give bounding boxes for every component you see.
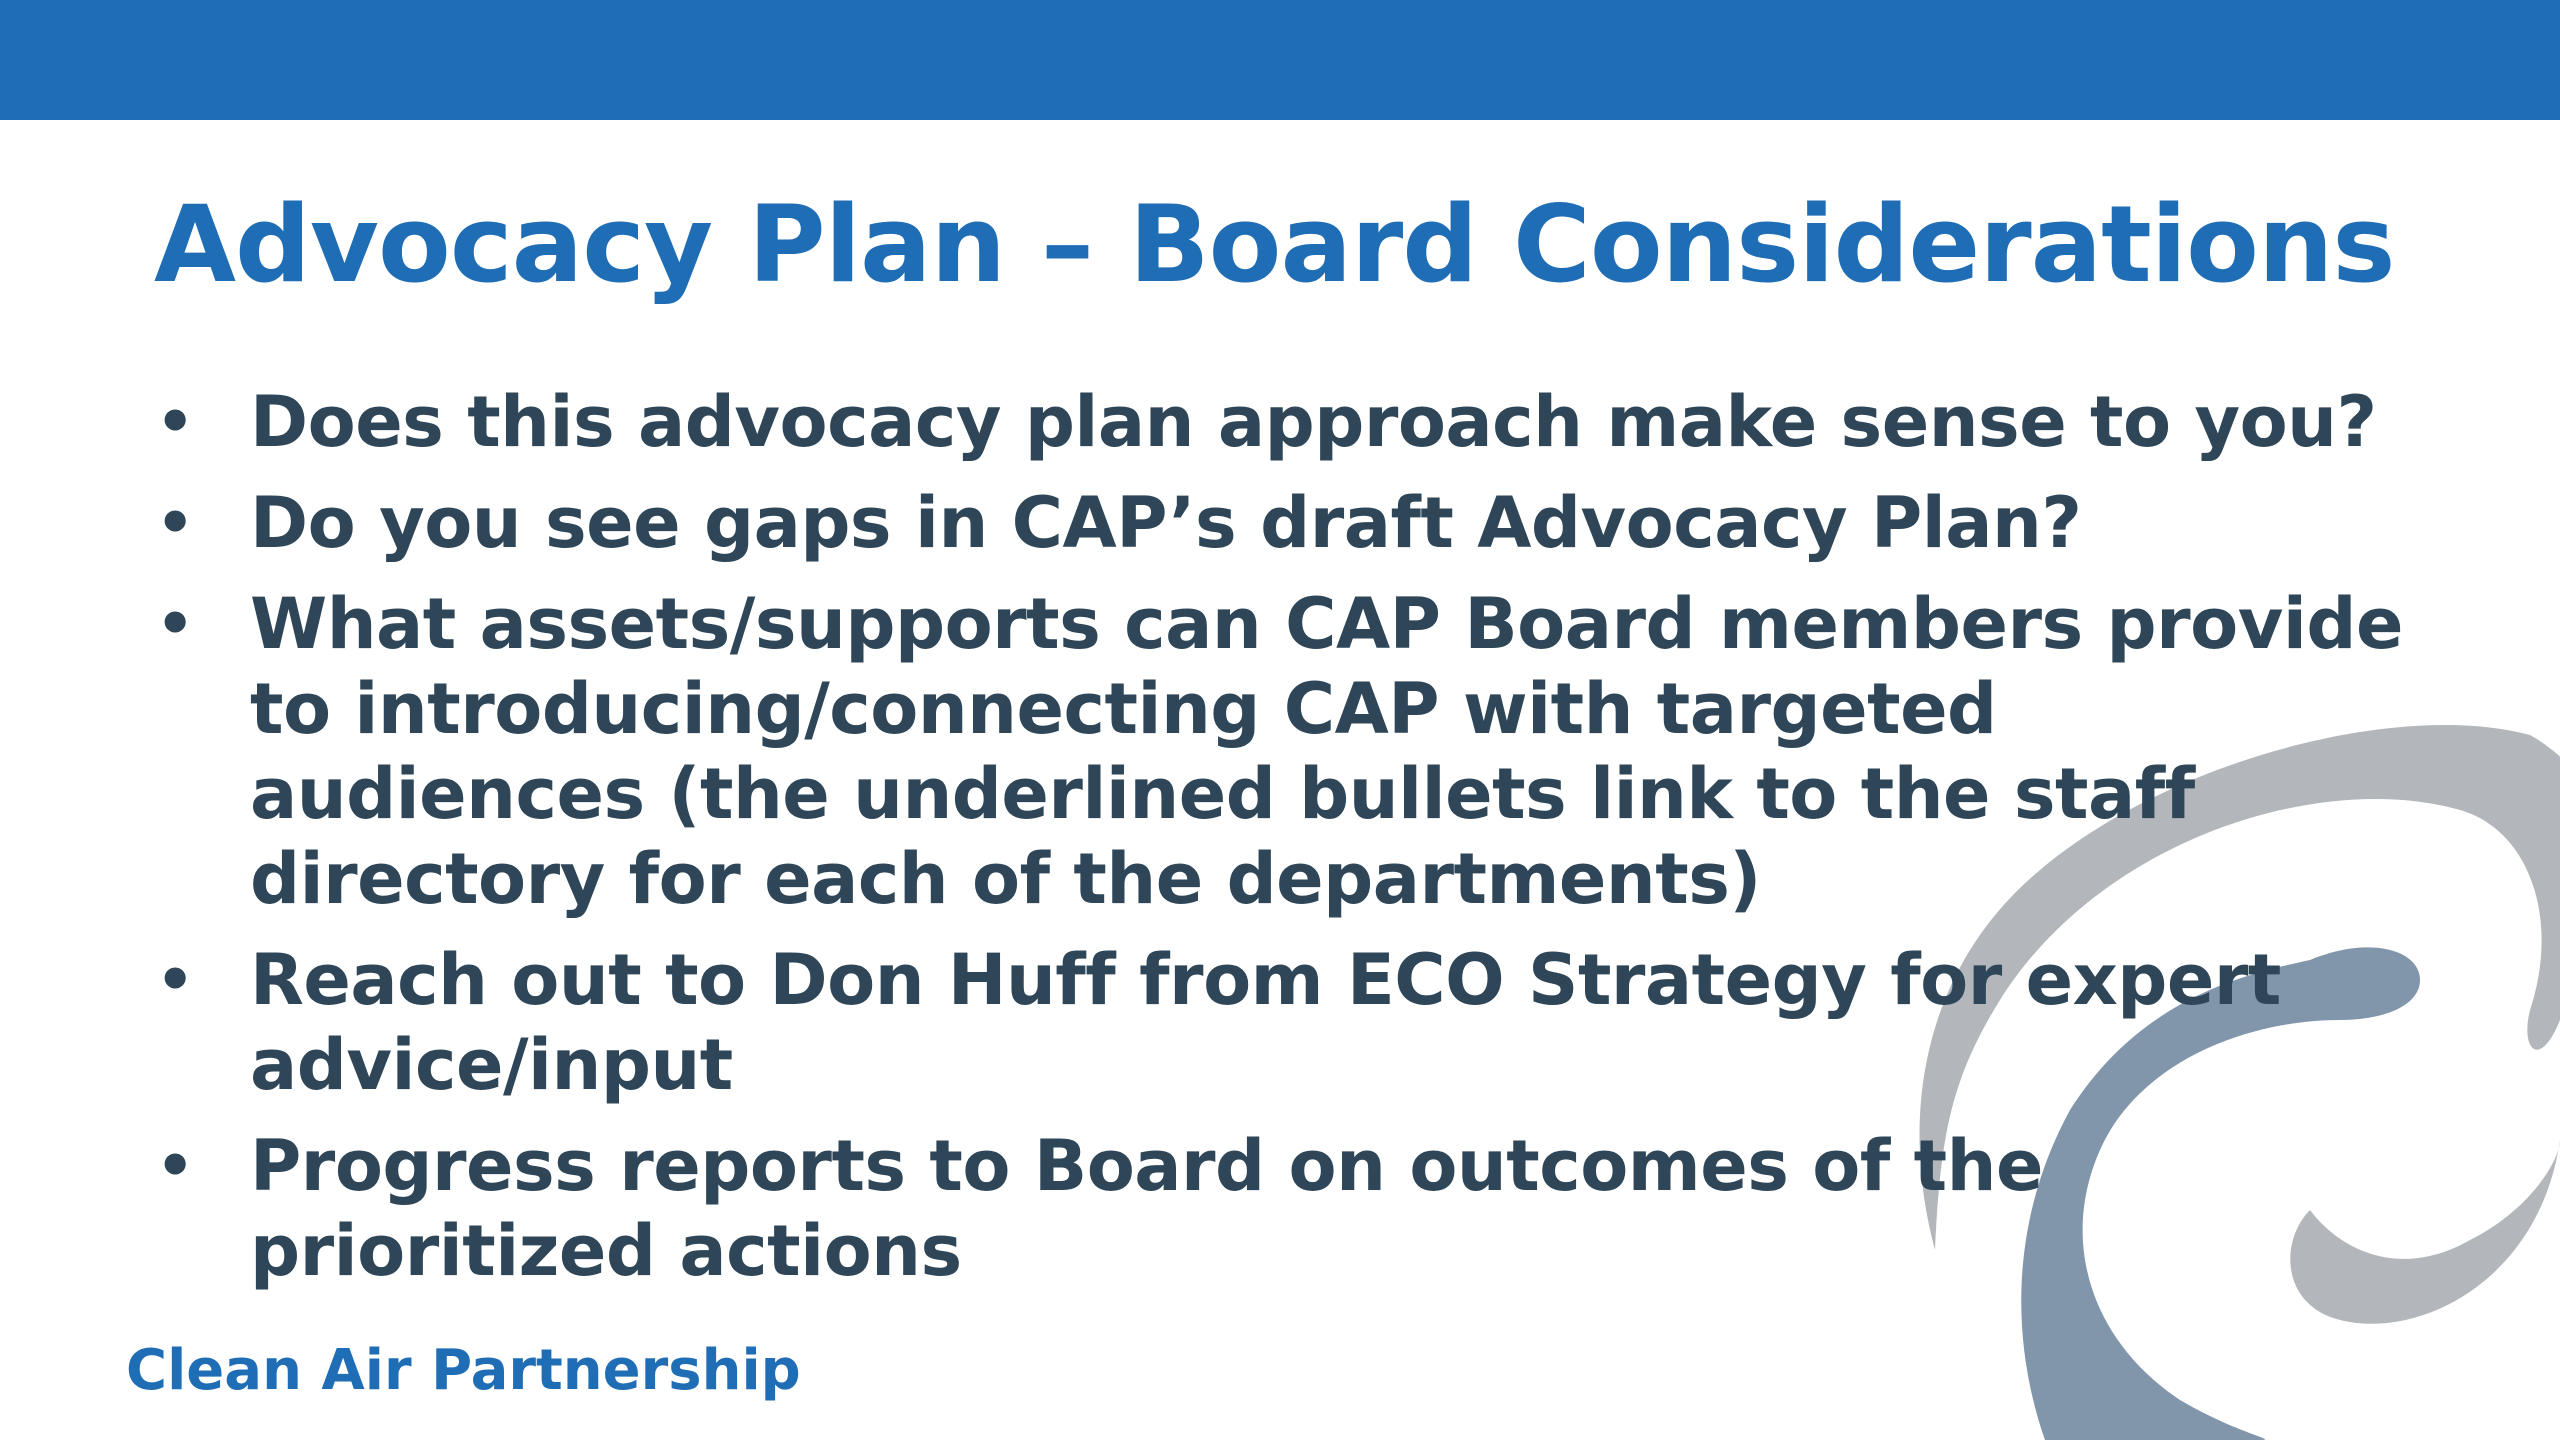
bullet-list [148, 380, 2408, 1310]
bullet-dot-icon: • [156, 1131, 194, 1201]
slide-title: Advocacy Plan – Board Considerations [154, 183, 2395, 306]
bullet-text: Does this advocacy plan approach make sense to you? [250, 381, 2377, 463]
bullet-dot-icon: • [156, 589, 194, 659]
bullet-dot-icon: • [156, 387, 194, 457]
bullet-dot-icon: • [156, 945, 194, 1015]
bullet-item [148, 582, 2408, 922]
bullet-text: Progress reports to Board on outcomes of the prioritized actions [250, 1125, 2043, 1292]
bullet-text: Do you see gaps in CAP’s draft Advocacy Plan? [250, 482, 2082, 564]
footer-brand-name: Clean Air Partnership [126, 1338, 801, 1403]
top-header-band [0, 0, 2560, 120]
bullet-item [148, 1124, 2408, 1294]
bullet-item [148, 938, 2408, 1108]
bullet-item [148, 481, 2408, 566]
bullet-text: Reach out to Don Huff from ECO Strategy for expert advice/input [250, 939, 2281, 1106]
bullet-text: What assets/supports can CAP Board members provide to introducing/connecting CAP with targeted audiences (the underlined bullets link to the staff directory for each of the departments) [250, 583, 2403, 920]
bullet-dot-icon: • [156, 488, 194, 558]
bullet-item [148, 380, 2408, 465]
